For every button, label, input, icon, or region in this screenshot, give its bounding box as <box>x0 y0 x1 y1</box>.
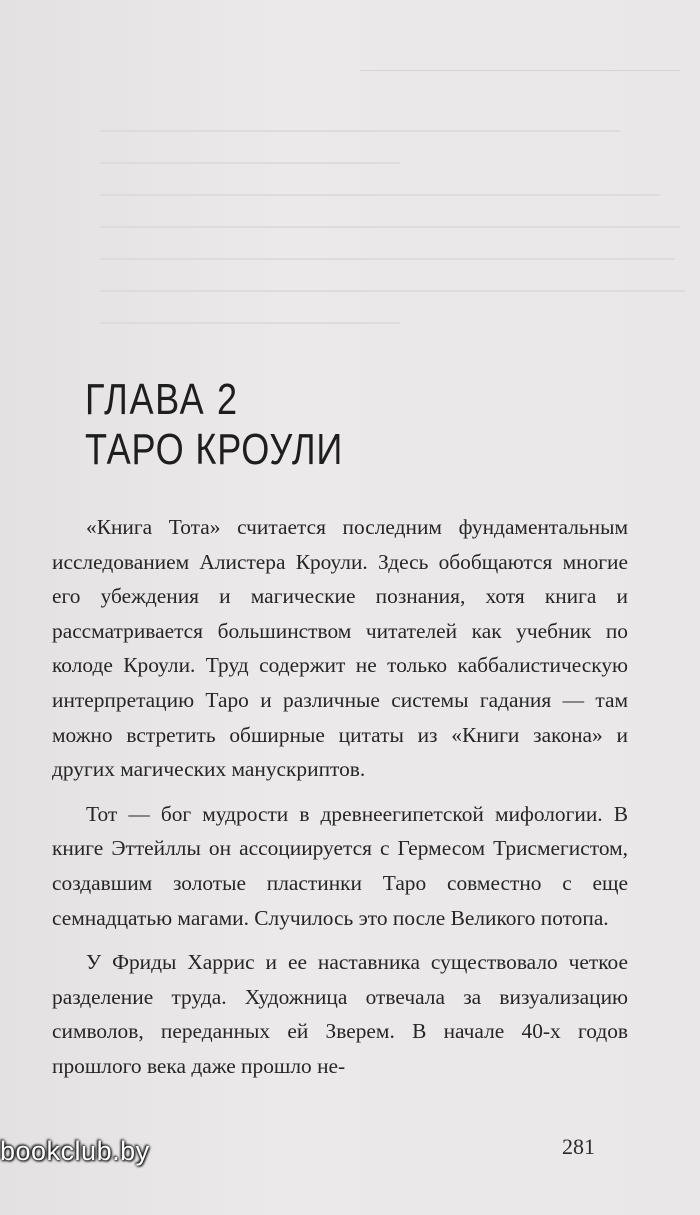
show-through-lines <box>100 130 690 354</box>
chapter-title: ТАРО КРОУЛИ <box>85 425 344 474</box>
chapter-heading <box>85 375 343 475</box>
page-number: 281 <box>562 1134 595 1159</box>
paragraph-1: «Книга Тота» считается последним фундаментальным исследованием Алистера Кроули. Здесь обобщаются многие его убеждения и магические познания, хотя книга и рассматривается большинством читателей как учебник по колоде Кроули. Труд содержит не только каббалистическую интерпретацию Таро и различные системы гадания — там можно встретить обширные цитаты из «Книги закона» и других магических манускриптов. <box>52 515 628 782</box>
chapter-number: ГЛАВА 2 <box>85 375 239 424</box>
paragraph-2: Тот — бог мудрости в древнеегипетской мифологии. В книге Эттейллы он ассоциируется с Гермесом Трисмегистом, создавшим золотые пластинки Таро совместно с еще семнадцатью магами. Случилось это после Великого потопа. <box>52 801 628 930</box>
paragraph-3: У Фриды Харрис и ее наставника существовало четкое разделение труда. Художница отвечала за визуализацию символов, переданных ей Зверем. В начале 40-х годов прошлого века даже прошло не- <box>52 950 628 1078</box>
show-through-rule <box>360 70 680 71</box>
watermark: bookclub.by <box>0 1136 150 1166</box>
body-text <box>52 510 628 1094</box>
